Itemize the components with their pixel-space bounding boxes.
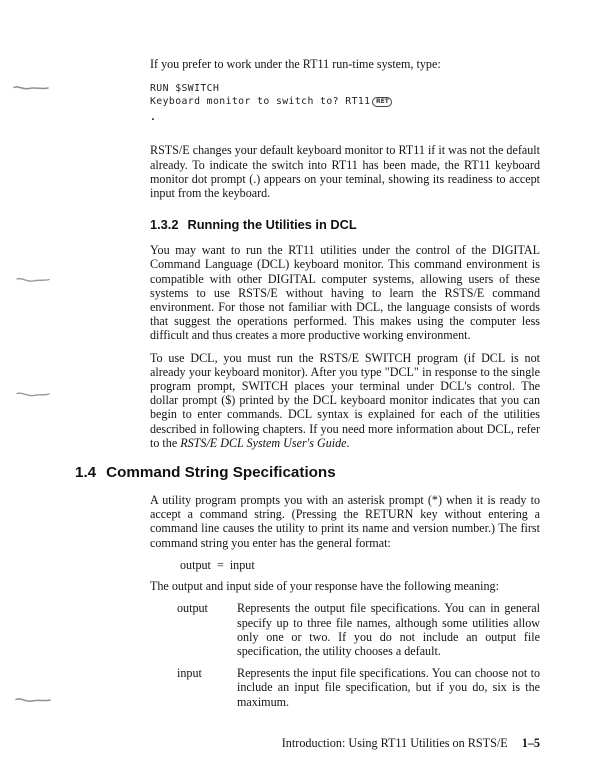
margin-squiggle-icon	[13, 83, 49, 93]
section-title: Running the Utilities in DCL	[187, 217, 357, 233]
paragraph-text: .	[346, 435, 350, 450]
dot-prompt: .	[150, 112, 157, 124]
paragraph-text: To use DCL, you must run the RSTS/E SWITCH program (if DCL is not already your keyboard monitor). After you type "DCL" in response to the single program prompt, SWITCH places your terminal under DCL's control. The dollar prompt ($) printed by the DCL keyboard monitor indicates that you can begin to enter commands. DCL syntax is explained for each of the utilities described in following chapters. If you need more information about DCL, refer to the	[150, 350, 540, 450]
terminal-example	[150, 83, 540, 124]
code-line-run-switch: RUN $SWITCH	[150, 83, 220, 95]
definition-description: Represents the output file specifications. You can in general specify up to three file names, although some utilities allow only one or two. If you do not include an output file specification, the utility chooses a default.	[237, 601, 540, 658]
intro-paragraph: If you prefer to work under the RT11 run-time system, type:	[150, 57, 441, 71]
definition-row-input	[150, 666, 540, 709]
definition-row-output	[150, 601, 540, 658]
definition-term: output	[177, 601, 208, 616]
footer-running-title: Introduction: Using RT11 Utilities on RSTS/E	[281, 736, 508, 750]
margin-squiggle-icon	[16, 275, 50, 285]
page-footer	[0, 736, 540, 750]
code-line-keyboard-monitor	[150, 96, 540, 108]
margin-squiggle-icon	[15, 695, 51, 705]
subsection-heading-1-3-2	[150, 217, 540, 232]
section-number: 1.4	[75, 464, 97, 482]
section-number: 1.3.2	[150, 217, 179, 233]
terminal-prompt: Keyboard monitor to switch to?	[150, 95, 339, 107]
command-format-line: output = input	[180, 557, 255, 572]
terminal-response: RT11	[345, 95, 371, 107]
page-body	[75, 0, 540, 709]
paragraph-dcl-intro: You may want to run the RT11 utilities under the control of the DIGITAL Command Language (DCL) keyboard monitor. This command environment is compatible with other DIGITAL computer systems, allowing users of these systems to use RSTS/E without having to learn the RSTS/E command environment. For those not familiar with DCL, the language consists of words that suggest the operations performed. This makes using the computer less difficult and thus creates a more productive working environment.	[150, 243, 540, 343]
paragraph-utility-prompt: A utility program prompts you with an asterisk prompt (*) when it is ready to accept a command string. (Pressing the RETURN key without entering a command line causes the utility to print its name and version number.) The first command string you enter has the general format:	[150, 493, 540, 550]
definition-description: Represents the input file specifications. You can choose not to include an input file specification, but if you do, six is the maximum.	[237, 666, 540, 709]
definition-term: input	[177, 666, 202, 681]
page-number: 1–5	[521, 736, 540, 750]
definition-list	[150, 601, 540, 708]
paragraph-use-dcl	[150, 351, 540, 450]
section-title: Command String Specifications	[106, 464, 336, 482]
return-key-badge: RET	[372, 97, 392, 107]
book-title: RSTS/E DCL System User's Guide	[180, 435, 347, 450]
paragraph-output-input-meaning: The output and input side of your response have the following meaning:	[150, 579, 499, 594]
section-heading-1-4	[75, 463, 540, 482]
margin-squiggle-icon	[16, 389, 50, 399]
paragraph-switch-result: RSTS/E changes your default keyboard monitor to RT11 if it was not the default already. To indicate the switch into RT11 has been made, the RT11 keyboard monitor dot prompt (.) appears on your teminal, showing its readiness to accept input from the keyboard.	[150, 143, 540, 201]
